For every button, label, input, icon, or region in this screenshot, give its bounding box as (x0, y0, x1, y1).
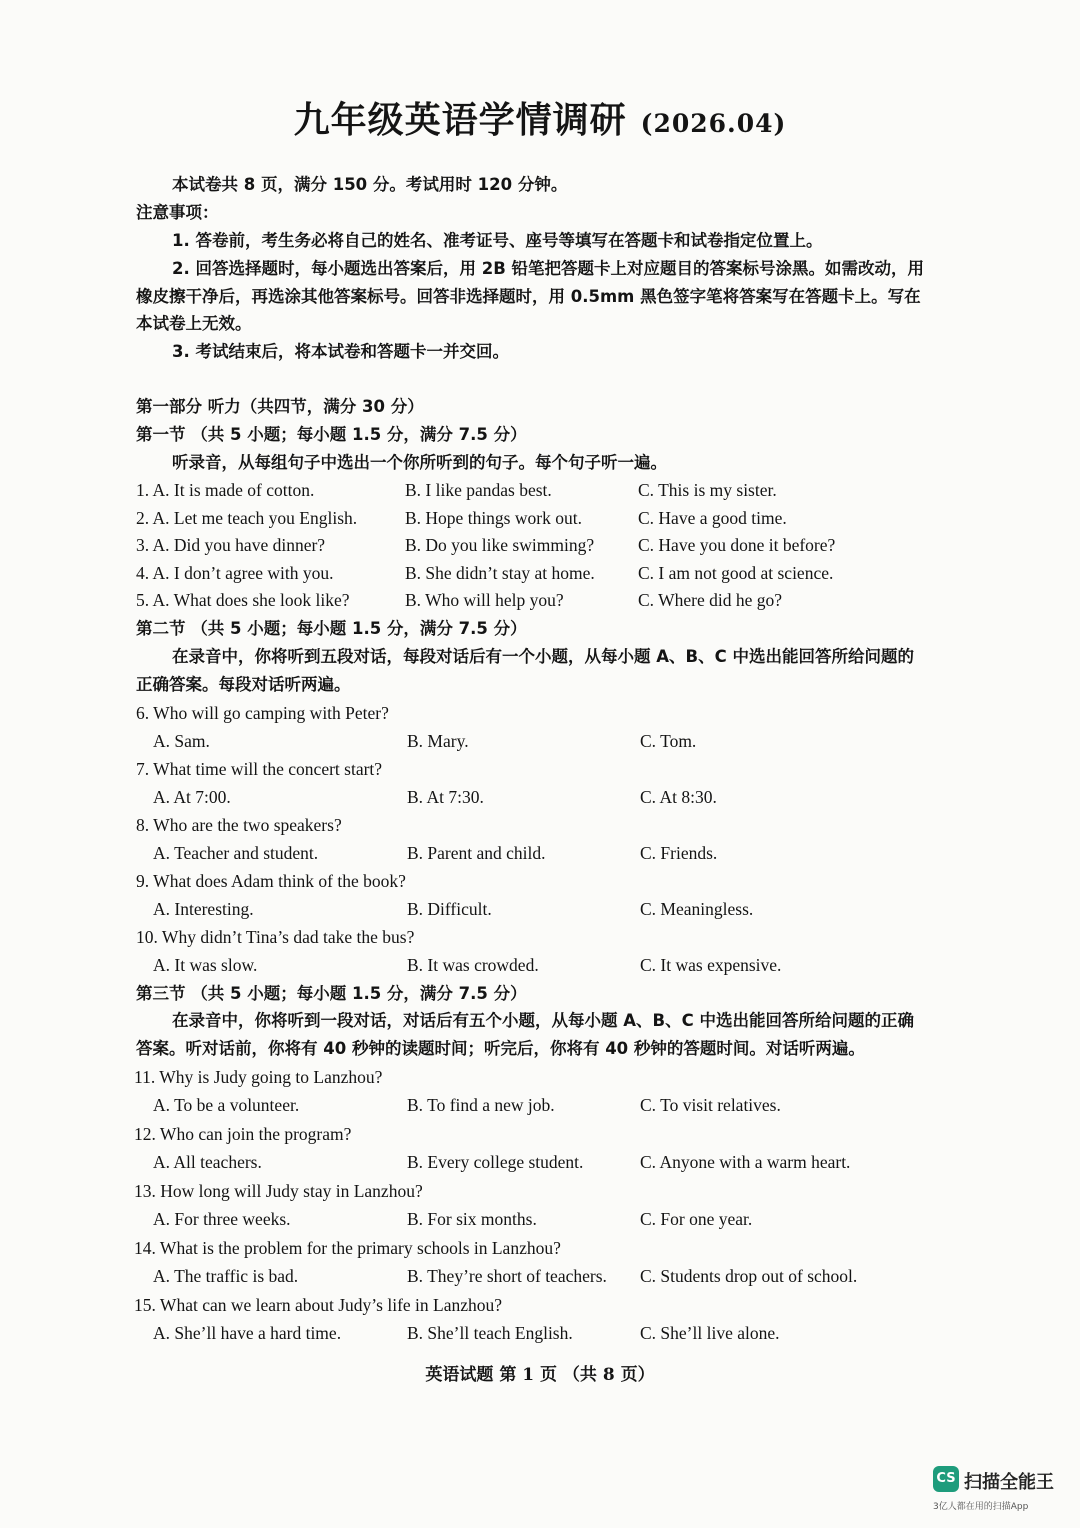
q6-option-a: A. Sam. (153, 731, 210, 751)
q5-option-c: C. Where did he go? (638, 590, 783, 610)
section2-heading: 第二节 （共 5 小题；每小题 1.5 分，满分 7.5 分） (136, 619, 527, 638)
notice-3: 3. 考试结束后，将本试卷和答题卡一并交回。 (172, 342, 509, 361)
section2-instructions-2: 正确答案。每段对话听两遍。 (136, 675, 351, 694)
q14-stem: 14. What is the problem for the primary schools in Lanzhou? (134, 1238, 561, 1258)
q7-option-b: B. At 7:30. (407, 787, 484, 807)
q7-option-c: C. At 8:30. (640, 787, 717, 807)
q9-option-a: A. Interesting. (153, 899, 254, 919)
q7-stem: 7. What time will the concert start? (136, 759, 383, 779)
title-date: (2026.04) (640, 109, 787, 138)
q1-option-b: B. I like pandas best. (405, 480, 552, 500)
q8-option-c: C. Friends. (640, 843, 718, 863)
q2-option-c: C. Have a good time. (638, 508, 787, 528)
q2-option-a: 2. A. Let me teach you English. (136, 508, 358, 528)
q11-option-b: B. To find a new job. (407, 1095, 555, 1115)
q12-option-a: A. All teachers. (153, 1152, 262, 1172)
q11-option-c: C. To visit relatives. (640, 1095, 781, 1115)
title-text: 九年级英语学情调研 (293, 99, 627, 141)
q8-option-b: B. Parent and child. (407, 843, 546, 863)
section1-heading: 第一节 （共 5 小题；每小题 1.5 分，满分 7.5 分） (136, 425, 527, 444)
q3-option-c: C. Have you done it before? (638, 535, 836, 555)
q9-stem: 9. What does Adam think of the book? (136, 871, 406, 891)
q8-stem: 8. Who are the two speakers? (136, 815, 342, 835)
q2-option-b: B. Hope things work out. (405, 508, 582, 528)
page-title (0, 92, 1080, 143)
q3-option-b: B. Do you like swimming? (405, 535, 595, 555)
watermark-brand: 扫描全能王 (964, 1472, 1054, 1493)
notice-2b: 橡皮擦干净后，再选涂其他答案标号。回答非选择题时，用 0.5mm 黑色签字笔将答案写在答题卡上。写在 (136, 287, 921, 306)
q14-option-b: B. They’re short of teachers. (407, 1266, 607, 1286)
q11-stem: 11. Why is Judy going to Lanzhou? (134, 1067, 383, 1087)
q4-option-b: B. She didn’t stay at home. (405, 563, 595, 583)
section2-instructions-1: 在录音中，你将听到五段对话，每段对话后有一个小题，从每小题 A、B、C 中选出能回答所给问题的 (172, 647, 914, 666)
camscanner-logo-icon: CS (933, 1466, 959, 1492)
q6-stem: 6. Who will go camping with Peter? (136, 703, 389, 723)
section1-instructions: 听录音，从每组句子中选出一个你所听到的句子。每个句子听一遍。 (172, 453, 667, 472)
q15-option-c: C. She’ll live alone. (640, 1323, 780, 1343)
q10-option-a: A. It was slow. (153, 955, 258, 975)
q4-option-a: 4. A. I don’t agree with you. (136, 563, 334, 583)
q4-option-c: C. I am not good at science. (638, 563, 834, 583)
notice-label: 注意事项： (136, 203, 219, 222)
q9-option-b: B. Difficult. (407, 899, 492, 919)
q12-option-c: C. Anyone with a warm heart. (640, 1152, 851, 1172)
watermark-tagline: 3亿人都在用的扫描App (933, 1502, 1029, 1512)
q12-stem: 12. Who can join the program? (134, 1124, 352, 1144)
q5-option-b: B. Who will help you? (405, 590, 564, 610)
notice-1: 1. 答卷前，考生务必将自己的姓名、准考证号、座号等填写在答题卡和试卷指定位置上。 (172, 231, 823, 250)
notice-2a: 2. 回答选择题时，每小题选出答案后，用 2B 铅笔把答题卡上对应题目的答案标号涂黑。如需改动，用 (172, 259, 925, 278)
q15-option-b: B. She’ll teach English. (407, 1323, 573, 1343)
q10-option-c: C. It was expensive. (640, 955, 782, 975)
exam-info: 本试卷共 8 页，满分 150 分。考试用时 120 分钟。 (172, 175, 568, 194)
section3-heading: 第三节 （共 5 小题；每小题 1.5 分，满分 7.5 分） (136, 984, 527, 1003)
section3-instructions-1: 在录音中，你将听到一段对话，对话后有五个小题，从每小题 A、B、C 中选出能回答所给问题的正确 (172, 1011, 914, 1030)
q8-option-a: A. Teacher and student. (153, 843, 319, 863)
q10-stem: 10. Why didn’t Tina’s dad take the bus? (136, 927, 415, 947)
q1-option-a: 1. A. It is made of cotton. (136, 480, 315, 500)
q3-option-a: 3. A. Did you have dinner? (136, 535, 326, 555)
q6-option-c: C. Tom. (640, 731, 697, 751)
q14-option-a: A. The traffic is bad. (153, 1266, 299, 1286)
q13-option-b: B. For six months. (407, 1209, 537, 1229)
q5-option-a: 5. A. What does she look like? (136, 590, 350, 610)
part1-heading: 第一部分 听力（共四节，满分 30 分） (136, 397, 424, 416)
q15-option-a: A. She’ll have a hard time. (153, 1323, 342, 1343)
q13-option-c: C. For one year. (640, 1209, 753, 1229)
page-footer: 英语试题 第 1 页 （共 8 页） (425, 1365, 655, 1385)
q11-option-a: A. To be a volunteer. (153, 1095, 300, 1115)
q15-stem: 15. What can we learn about Judy’s life in Lanzhou? (134, 1295, 503, 1315)
q12-option-b: B. Every college student. (407, 1152, 584, 1172)
q7-option-a: A. At 7:00. (153, 787, 231, 807)
q1-option-c: C. This is my sister. (638, 480, 777, 500)
q13-stem: 13. How long will Judy stay in Lanzhou? (134, 1181, 423, 1201)
section3-instructions-2: 答案。听对话前，你将有 40 秒钟的读题时间；听完后，你将有 40 秒钟的答题时间。对话听两遍。 (136, 1039, 865, 1058)
q13-option-a: A. For three weeks. (153, 1209, 291, 1229)
q10-option-b: B. It was crowded. (407, 955, 539, 975)
q6-option-b: B. Mary. (407, 731, 469, 751)
q14-option-c: C. Students drop out of school. (640, 1266, 858, 1286)
notice-2c: 本试卷上无效。 (136, 314, 252, 333)
q9-option-c: C. Meaningless. (640, 899, 754, 919)
